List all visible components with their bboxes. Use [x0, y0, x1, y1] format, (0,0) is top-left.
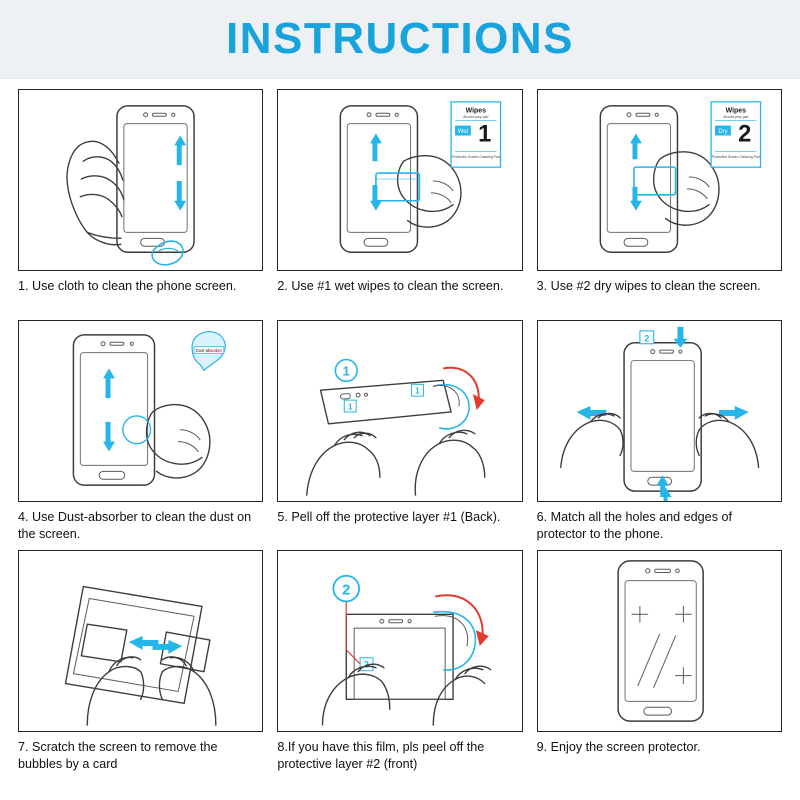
- layer-2-circle-label: 2: [342, 582, 351, 599]
- phone-cloth-drawing: [19, 90, 262, 270]
- layer-1-small-tab-label: 1: [348, 402, 353, 412]
- finished-phone-drawing: [538, 551, 781, 731]
- step-4-caption: 4. Use Dust-absorber to clean the dust on the screen.: [18, 509, 252, 541]
- step-1-caption: 1. Use cloth to clean the phone screen.: [18, 279, 237, 293]
- step-3-caption: 3. Use #2 dry wipes to clean the screen.: [536, 279, 761, 293]
- packet-subtitle: Alcohol prep pad: [463, 115, 489, 120]
- wipes-packet-1: [451, 102, 500, 167]
- step-cell-6: [537, 320, 782, 549]
- peel-layer-2-drawing: [278, 551, 521, 731]
- step-6-caption: 6. Match all the holes and edges of protector to the phone.: [536, 509, 732, 541]
- layer-2-tab-label: 2: [643, 332, 649, 343]
- scratch-bubbles-drawing: [19, 551, 262, 731]
- page-title: INSTRUCTIONS: [226, 14, 574, 63]
- step-9-caption: 9. Enjoy the screen protector.: [536, 740, 701, 755]
- packet-footer: Protective Screen Cleaning Pad: [452, 155, 500, 160]
- packet-tag: Wet: [458, 129, 469, 136]
- peel-layer-1-drawing: [278, 321, 521, 501]
- step-3-illustration: [537, 89, 782, 271]
- packet-number: 2: [737, 121, 751, 148]
- match-holes-drawing: [538, 321, 781, 501]
- layer-1-tab-label: 1: [415, 386, 420, 396]
- step-cell-2: [277, 89, 522, 318]
- packet-subtitle: Alcohol prep pad: [722, 115, 749, 120]
- step-1-illustration: [18, 89, 263, 271]
- layer-2-film-tab-label: 2: [364, 660, 370, 671]
- step-8-illustration: [277, 550, 522, 732]
- packet-number: 1: [478, 121, 492, 148]
- layer-1-circle-label: 1: [343, 363, 351, 379]
- header: [0, 0, 800, 79]
- step-cell-9: [537, 550, 782, 779]
- step-7-caption: 7. Scratch the screen to remove the bubbles by a card: [18, 740, 218, 772]
- packet-title: Wipes: [725, 107, 746, 115]
- steps-grid: [0, 79, 800, 787]
- phone-dust-absorber-drawing: [19, 321, 262, 501]
- step-9-illustration: [537, 550, 782, 732]
- step-6-illustration: [537, 320, 782, 502]
- step-5-illustration: [277, 320, 522, 502]
- step-cell-7: [18, 550, 263, 779]
- packet-footer: Protective Screen Cleaning Pad: [711, 155, 760, 160]
- step-2-caption: 2. Use #1 wet wipes to clean the screen.: [277, 279, 504, 293]
- step-cell-4: [18, 320, 263, 549]
- packet-tag: Dry: [718, 129, 728, 136]
- wipes-packet-2: [711, 102, 760, 167]
- step-2-illustration: [277, 89, 522, 271]
- step-4-illustration: [18, 320, 263, 502]
- packet-title: Wipes: [466, 107, 487, 115]
- step-7-illustration: [18, 550, 263, 732]
- step-cell-5: [277, 320, 522, 549]
- step-8-caption: 8.If you have this film, pls peel off the protective layer #2 (front): [277, 740, 485, 772]
- step-cell-1: [18, 89, 263, 318]
- phone-wet-wipe-drawing: [278, 90, 521, 270]
- dust-absorber-sticker: [192, 331, 225, 370]
- dust-absorber-label: Dust-absorber: [195, 347, 223, 353]
- phone-dry-wipe-drawing: [538, 90, 781, 270]
- step-cell-3: [537, 89, 782, 318]
- step-5-caption: 5. Pell off the protective layer #1 (Back).: [277, 509, 501, 524]
- step-cell-8: [277, 550, 522, 779]
